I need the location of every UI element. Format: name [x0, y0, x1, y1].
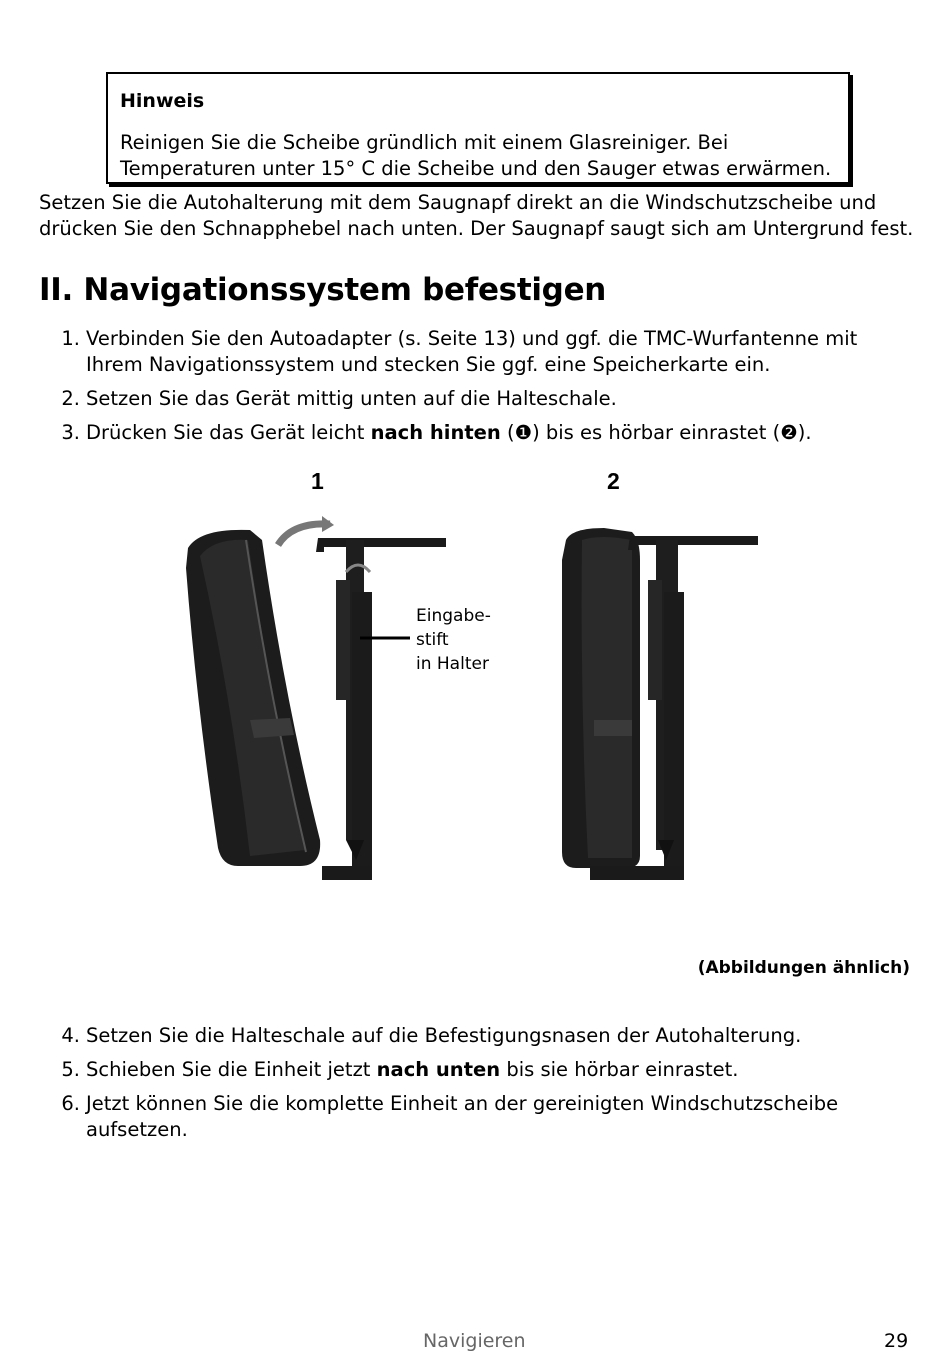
holder-1	[316, 538, 446, 880]
step-text-bold: nach hinten	[370, 421, 501, 444]
note-title: Hinweis	[120, 90, 205, 112]
step-text-part: (❶) bis es hörbar einrastet (❷).	[500, 421, 812, 444]
step-text: Setzen Sie das Gerät mittig unten auf die Halteschale.	[86, 387, 617, 410]
step-text	[86, 1057, 876, 1083]
figure-label-1: 1	[311, 468, 324, 494]
step-number: 1.	[61, 327, 80, 350]
callout-line-1: Eingabe-	[416, 606, 491, 626]
step-text-part: bis sie hörbar einrastet.	[500, 1058, 739, 1081]
figure-label-2: 2	[607, 468, 620, 494]
device-upright	[562, 528, 640, 868]
intro-paragraph: Setzen Sie die Autohalterung mit dem Saugnapf direkt an die Windschutzscheibe und drücken Sie den Schnapphebel nach unten. Der Saugnapf saugt sich am Untergrund fest.	[39, 191, 914, 240]
note-text: Reinigen Sie die Scheibe gründlich mit einem Glasreiniger. Bei Temperaturen unter 15° C die Scheibe und den Sauger etwas erwärmen.	[120, 131, 832, 180]
step-text: Verbinden Sie den Autoadapter (s. Seite 13) und ggf. die TMC-Wurfantenne mit Ihrem Navigationssystem und stecken Sie ggf. eine Speicherkarte ein.	[86, 327, 858, 376]
step-text: Jetzt können Sie die komplette Einheit an der gereinigten Windschutzscheibe aufsetzen.	[86, 1092, 839, 1141]
step-text: Setzen Sie die Halteschale auf die Befestigungsnasen der Autohalterung.	[86, 1024, 802, 1047]
footer-section: Navigieren	[423, 1330, 526, 1352]
callout-label	[416, 604, 491, 676]
step-number: 5.	[61, 1058, 80, 1081]
callout-line-2: stift	[416, 630, 449, 650]
step-number: 4.	[61, 1024, 80, 1047]
callout-line-3: in Halter	[416, 654, 489, 674]
step-number: 3.	[61, 421, 80, 444]
figure-caption: (Abbildungen ähnlich)	[697, 958, 910, 978]
step-text-part: Schieben Sie die Einheit jetzt	[86, 1058, 377, 1081]
device-tilted	[186, 530, 320, 866]
page-number: 29	[884, 1330, 909, 1352]
arrow-head-icon	[322, 516, 334, 532]
step-text-bold: nach unten	[376, 1058, 501, 1081]
step-number: 6.	[61, 1092, 80, 1115]
step-number: 2.	[61, 387, 80, 410]
step-text-part: Drücken Sie das Gerät leicht	[86, 421, 371, 444]
section-title: II. Navigationssystem befestigen	[39, 272, 607, 308]
